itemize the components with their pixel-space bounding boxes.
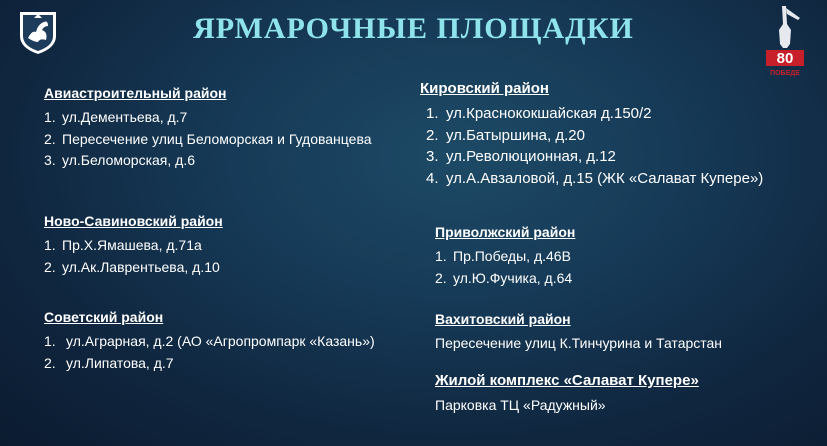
list-item: 2. Пересечение улиц Беломорская и Гудованцева <box>44 130 372 147</box>
list-item: 1. ул.Краснококшайская д.150/2 <box>426 105 652 122</box>
list-item: Пересечение улиц К.Тинчурина и Татарстан <box>435 335 723 351</box>
district-kirovsky <box>420 80 763 189</box>
list-item: 2. ул.Ак.Лаврентьева, д.10 <box>44 258 220 275</box>
district-privolzhsky <box>435 224 575 289</box>
list-item: 1. ул.Дементьева, д.7 <box>44 109 188 125</box>
district-heading: Жилой комплекс «Салават Купере» <box>435 372 699 389</box>
list-item: Парковка ТЦ «Радужный» <box>435 397 606 413</box>
list-item: 1. ул.Аграрная, д.2 (АО «Агропромпарк «Казань») <box>44 333 375 349</box>
district-heading: Приволжский район <box>435 224 576 240</box>
district-sovetsky <box>44 309 375 374</box>
emblem-subtext: ПОБЕДЕ <box>770 70 800 77</box>
list-item: 2. ул.Батыршина, д.20 <box>426 126 585 144</box>
district-salavat-kupere <box>435 372 699 417</box>
list-item: 4. ул.А.Авзаловой, д.15 (ЖК «Салават Купере») <box>426 169 764 187</box>
district-vakhitovsky <box>435 311 722 355</box>
page-title: ЯРМАРОЧНЫЕ ПЛОЩАДКИ <box>193 12 634 45</box>
list-item: 1. Пр.Победы, д.46В <box>435 248 571 264</box>
district-heading: Вахитовский район <box>435 311 571 327</box>
district-heading: Советский район <box>44 309 164 325</box>
district-novosavinovsky <box>44 213 223 278</box>
district-heading: Авиастроительный район <box>44 85 227 101</box>
80-pobedy-emblem-icon <box>760 4 810 84</box>
emblem-number: 80 <box>776 50 794 67</box>
district-heading: Кировский район <box>420 80 549 97</box>
district-heading: Ново-Савиновский район <box>44 213 223 229</box>
list-item: 3. ул.Беломорская, д.6 <box>44 152 195 168</box>
list-item: 2. ул.Ю.Фучика, д.64 <box>435 269 573 286</box>
district-aviastroitelny <box>44 85 372 172</box>
list-item: 3. ул.Революционная, д.12 <box>426 148 616 165</box>
list-item: 2. ул.Липатова, д.7 <box>44 354 174 371</box>
list-item: 1. Пр.Х.Ямашева, д.71а <box>44 237 202 253</box>
